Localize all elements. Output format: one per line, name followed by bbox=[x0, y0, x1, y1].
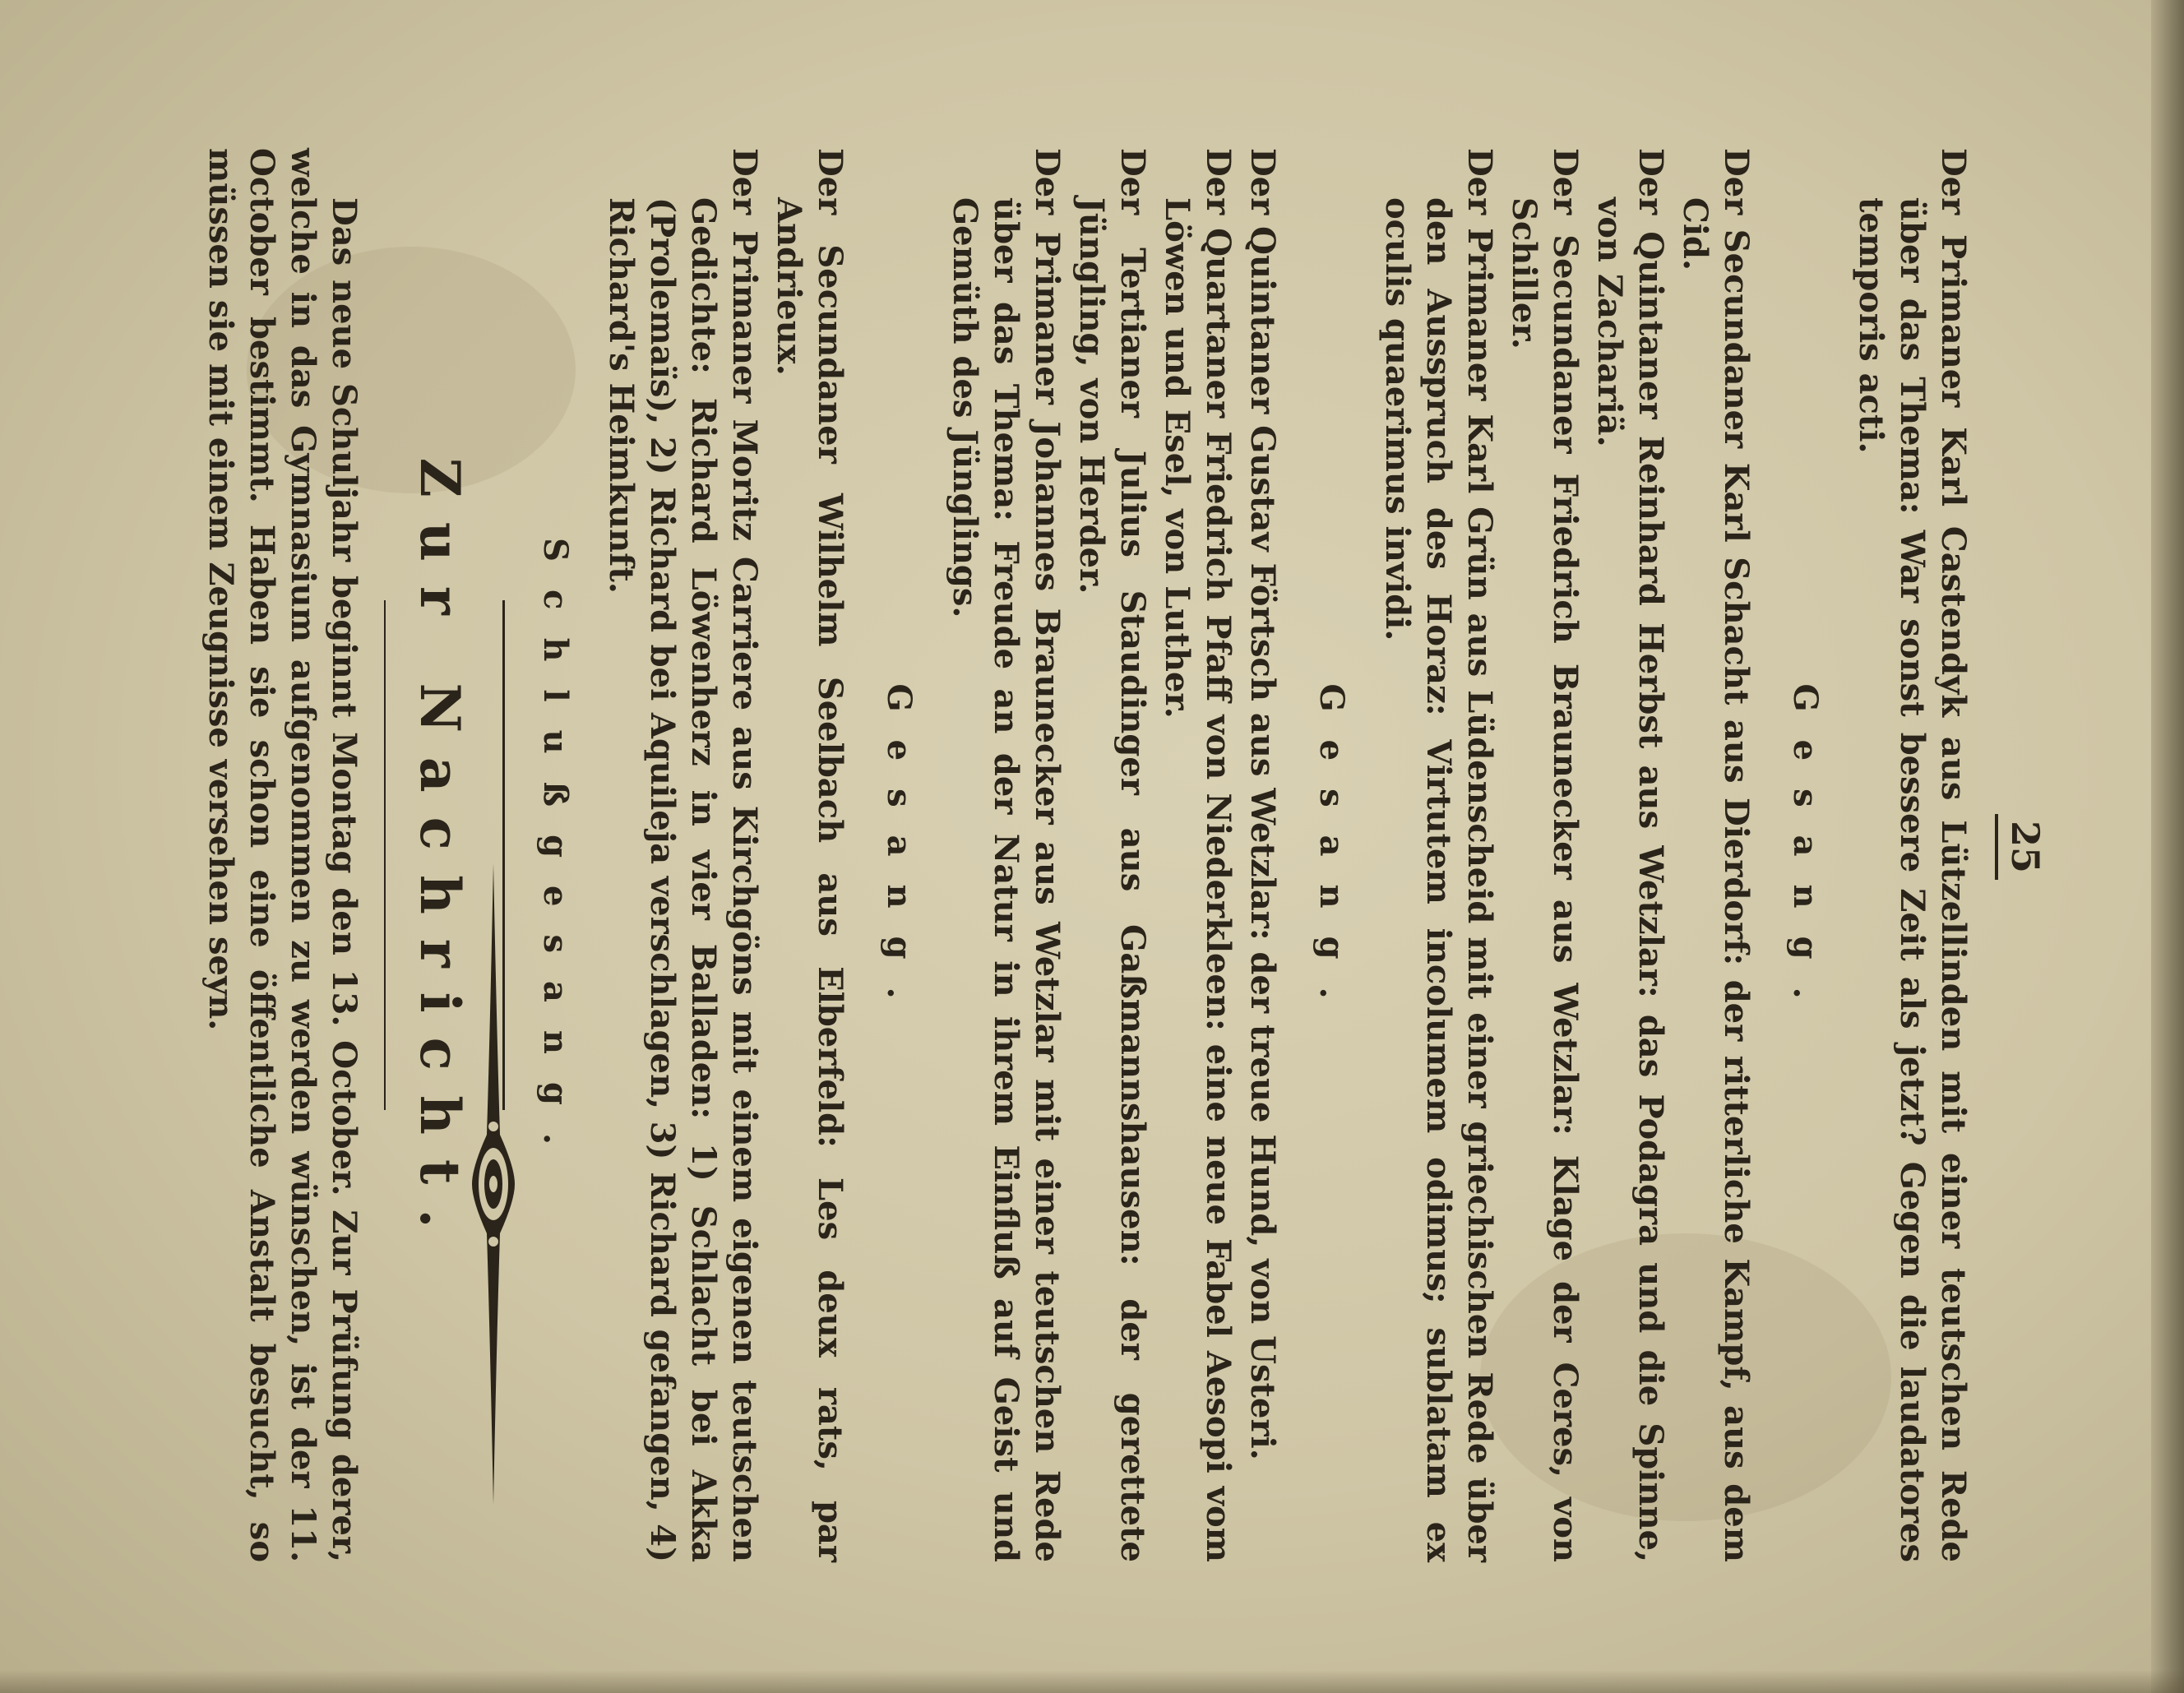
divider-rule bbox=[384, 600, 386, 1110]
program-entry: Der Primaner Karl Castendyk aus Lützellinden mit einer teutschen Rede über das Thema: War sonst bessere Zeit als jetzt? Gegen die laudatores temporis acti. bbox=[1852, 148, 1973, 1562]
program-entry: Der Secundaner Wilhelm Seelbach aus Elberfeld: Les deux rats, par Andrieux. bbox=[770, 148, 849, 1562]
program-entry: Der Secundaner Friedrich Braunecker aus Wetzlar: Klage der Ceres, von Schiller. bbox=[1505, 148, 1585, 1562]
section-heading: Zur Nachricht. bbox=[408, 457, 472, 1253]
program-entry: Der Quintaner Reinhard Herbst aus Wetzlar: das Podagra und die Spinne, von Zachariä. bbox=[1590, 148, 1670, 1562]
notice-paragraph: Das neue Schuljahr beginnt Montag den 13. October. Zur Prüfung derer, welche in das Gymnasium aufgenommen zu werden wünschen, ist der 11. October bestimmt. Haben sie schon eine öffentliche Anstalt besucht, so müssen sie mit einem Zeugnisse versehen seyn. bbox=[201, 148, 363, 1562]
page-number: 25 bbox=[2003, 820, 2048, 873]
program-entry: Der Quartaner Friedrich Pfaff von Niederkleen: eine neue Fabel Aesopi vom Löwen und Esel, von Luther. bbox=[1158, 148, 1238, 1562]
program-entry: Der Primaner Karl Grün aus Lüdenscheid mit einer griechischen Rede über den Ausspruch des Horaz: Virtutem incolumem odimus; sublatam ex oculis quaerimus invidi. bbox=[1378, 148, 1499, 1562]
program-text bbox=[200, 148, 1973, 1562]
schlussgesang-heading: Schlußgesang. bbox=[536, 538, 575, 1173]
gesang-heading: Gesang. bbox=[880, 683, 918, 1027]
program-entry: Der Secundaner Karl Schacht aus Dierdorf: der ritterliche Kampf, aus dem Cid. bbox=[1676, 148, 1756, 1562]
rotated-text-page bbox=[107, 25, 2097, 1669]
gesang-heading: Gesang. bbox=[1786, 683, 1825, 1027]
program-entry: Der Tertianer Julius Staudinger aus Gaßmannshausen: der gerettete Jüngling, von Herder. bbox=[1072, 148, 1152, 1562]
program-entry: Der Quintaner Gustav Förtsch aus Wetzlar: der treue Hund, von Usteri. bbox=[1243, 148, 1282, 1460]
page-number-rule bbox=[1995, 814, 1998, 880]
book-edge bbox=[2151, 0, 2184, 1693]
program-entry: Der Primaner Johannes Braunecker aus Wetzlar mit einer teutschen Rede über das Thema: Freude an der Natur in ihrem Einfluß auf Geist und Gemüth des Jünglings. bbox=[946, 148, 1067, 1562]
gesang-heading: Gesang. bbox=[1312, 683, 1351, 1027]
vine-ornament-icon bbox=[469, 863, 518, 1505]
program-entry: Der Primaner Moritz Carriere aus Kirchgöns mit einem eigenen teutschen Gedichte: Richard Löwenherz in vier Balladen: 1) Schlacht bei Akka (Prolemaïs), 2) Richard bei Aquileja verschlagen, 3) Richard gefangen, 4) Richard's Heimkunft. bbox=[602, 148, 764, 1562]
page-shadow bbox=[0, 1670, 2184, 1693]
